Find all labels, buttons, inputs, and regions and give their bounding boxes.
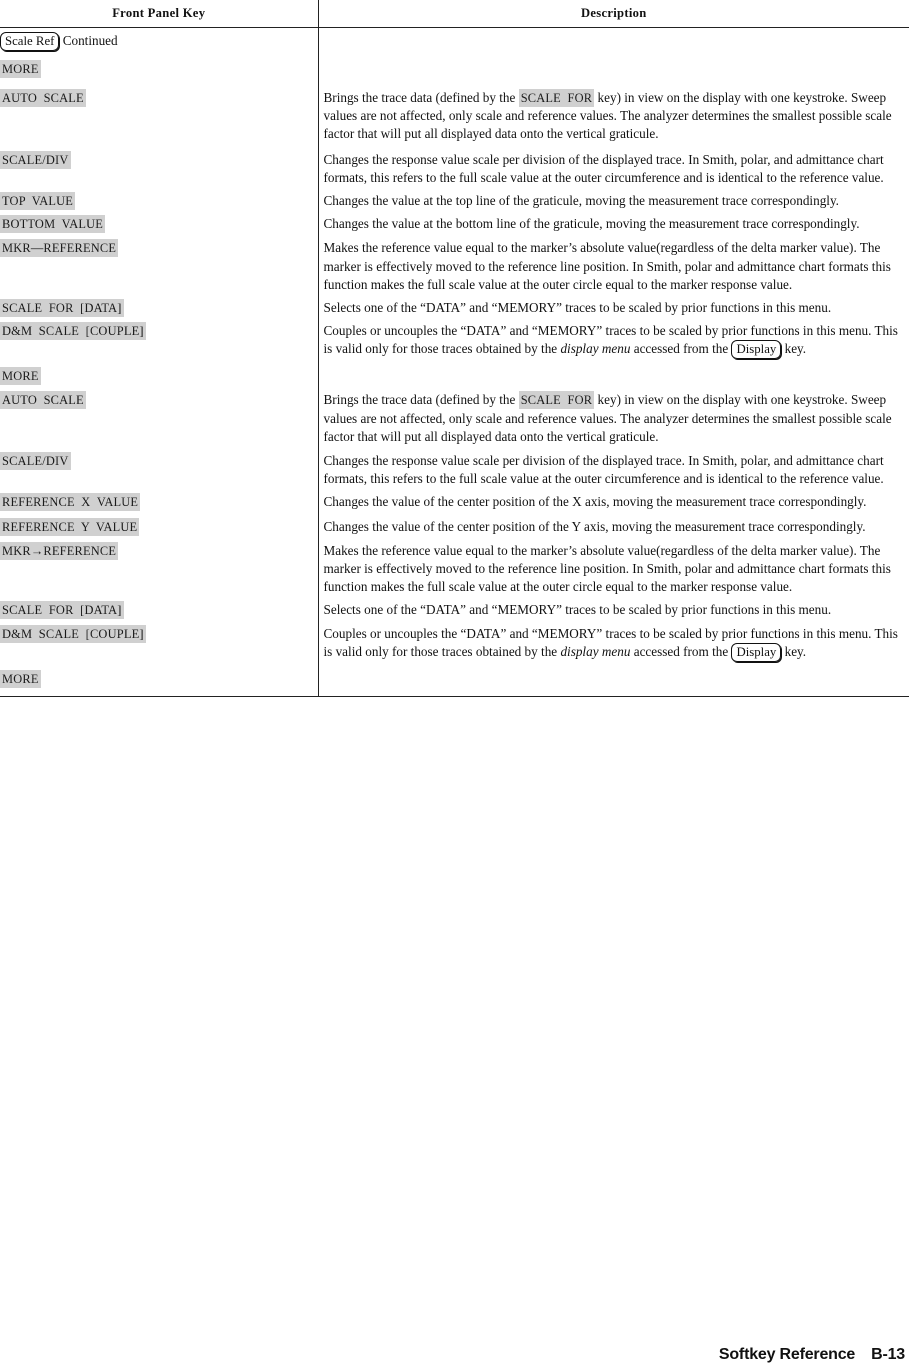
description-cell [318, 668, 909, 697]
footer-section-title: Softkey Reference [718, 1346, 856, 1363]
description-text: accessed from the [633, 643, 729, 659]
table-row [0, 151, 909, 192]
key-cell [0, 493, 318, 517]
description-text: Changes the value at the top line of the graticule, moving the measurement trace correspondingly. [323, 193, 839, 209]
key-cell [0, 625, 318, 668]
key-cell [0, 88, 318, 151]
description-cell [318, 601, 909, 624]
table-row [0, 493, 909, 517]
display-menu-emphasis: display menu [560, 643, 631, 659]
display-hardkey[interactable]: Display [731, 643, 781, 662]
table-row [0, 542, 909, 602]
key-cell [0, 322, 318, 365]
more-softkey[interactable]: MORE [2, 671, 39, 686]
column-header-description: Description [318, 0, 909, 28]
key-cell [0, 601, 318, 624]
description-cell [318, 322, 909, 365]
key-cell [0, 542, 318, 602]
table-row [0, 518, 909, 542]
table-row [0, 322, 909, 365]
table-row [0, 625, 909, 668]
bottom-value-softkey[interactable]: BOTTOM VALUE [2, 217, 104, 232]
description-text: Selects one of the “DATA” and “MEMORY” traces to be scaled by prior functions in this menu. [323, 300, 832, 316]
key-cell [0, 28, 318, 60]
dm-scale-couple-softkey[interactable]: D&M SCALE [COUPLE] [2, 324, 144, 339]
scale-div-softkey[interactable]: SCALE/DIV [2, 454, 69, 469]
description-cell [318, 59, 909, 88]
table-row [0, 59, 909, 88]
table-row [0, 239, 909, 299]
description-text: Changes the value of the center position of the Y axis, moving the measurement trace correspondingly. [323, 518, 866, 534]
description-cell [318, 88, 909, 151]
more-softkey[interactable]: MORE [2, 369, 39, 384]
description-text: key) in view on the display with one keystroke. Sweep values are not affected, only scale and reference values. The analyzer determines the smallest possible scale factor that will put all displayed data onto the vertical graticule. [323, 392, 892, 444]
description-text: key. [784, 643, 807, 659]
display-menu-emphasis: display menu [560, 341, 631, 357]
description-text: Couples or uncouples the “DATA” and “MEMORY” traces to be scaled by prior functions in this menu. This is valid only for those traces obtained by the [323, 323, 898, 357]
description-text: accessed from the [633, 341, 729, 357]
description-text: Brings the trace data (defined by the [323, 392, 516, 408]
description-text: Brings the trace data (defined by the [323, 90, 516, 105]
scale-div-softkey[interactable]: SCALE/DIV [2, 152, 69, 167]
table-row [0, 299, 909, 322]
scale-for-data-softkey[interactable]: SCALE FOR [DATA] [2, 603, 122, 618]
description-text: Changes the response value scale per division of the displayed trace. In Smith, polar, and admittance chart formats, this refers to the full scale value at the outer circumference and is identical to the reference value. [323, 151, 884, 185]
description-cell [318, 28, 909, 60]
scale-for-data-softkey[interactable]: SCALE FOR [DATA] [2, 301, 122, 316]
description-cell [318, 625, 909, 668]
table-row [0, 192, 909, 215]
key-cell [0, 391, 318, 452]
description-cell [318, 391, 909, 452]
table-row [0, 391, 909, 452]
key-cell [0, 668, 318, 697]
description-text: Makes the reference value equal to the marker’s absolute value(regardless of the delta marker value). The marker is effectively moved to the reference line position. In Smith, polar and admittance chart formats this function makes the full scale value at the outer circle equal to the marker response value. [323, 240, 891, 292]
scale-ref-hardkey[interactable]: Scale Ref [0, 32, 59, 51]
table-row [0, 28, 909, 60]
description-text: Changes the value at the bottom line of the graticule, moving the measurement trace correspondingly. [323, 216, 860, 232]
scale-for-softkey-ref: SCALE FOR [520, 91, 593, 105]
description-cell [318, 299, 909, 322]
key-cell [0, 215, 318, 239]
page-number: B-13 [871, 1346, 905, 1363]
description-cell [318, 518, 909, 542]
display-hardkey[interactable]: Display [731, 340, 781, 359]
scale-for-softkey-ref: SCALE FOR [520, 393, 593, 408]
key-cell [0, 452, 318, 493]
top-value-softkey[interactable]: TOP VALUE [2, 194, 74, 209]
continued-label: Continued [62, 33, 118, 48]
mkr-reference-softkey[interactable]: MKR→REFERENCE [2, 543, 117, 558]
key-cell [0, 151, 318, 192]
description-text: Selects one of the “DATA” and “MEMORY” traces to be scaled by prior functions in this menu. [323, 602, 832, 618]
description-text: Changes the value of the center position of the X axis, moving the measurement trace correspondingly. [323, 494, 867, 510]
table-row [0, 88, 909, 151]
table-row [0, 215, 909, 239]
auto-scale-softkey[interactable]: AUTO SCALE [2, 393, 84, 408]
column-header-front-panel-key: Front Panel Key [0, 0, 318, 28]
table-row [0, 601, 909, 624]
reference-y-value-softkey[interactable]: REFERENCE Y VALUE [2, 519, 138, 534]
page-footer [719, 1345, 905, 1365]
key-cell [0, 59, 318, 88]
mkr-reference-softkey[interactable]: MKR—REFERENCE [2, 241, 117, 256]
key-cell [0, 239, 318, 299]
reference-x-value-softkey[interactable]: REFERENCE X VALUE [2, 495, 139, 510]
description-cell [318, 151, 909, 192]
description-cell [318, 192, 909, 215]
auto-scale-softkey[interactable]: AUTO SCALE [2, 91, 84, 105]
dm-scale-couple-softkey[interactable]: D&M SCALE [COUPLE] [2, 626, 144, 641]
description-text: Makes the reference value equal to the marker’s absolute value(regardless of the delta marker value). The marker is effectively moved to the reference line position. In Smith, polar and admittance chart formats this function makes the full scale value at the outer circle equal to the marker response value. [323, 542, 891, 595]
description-cell [318, 452, 909, 493]
description-cell [318, 493, 909, 517]
table-row [0, 452, 909, 493]
key-cell [0, 518, 318, 542]
key-cell [0, 299, 318, 322]
table-row [0, 668, 909, 697]
description-text: Couples or uncouples the “DATA” and “MEMORY” traces to be scaled by prior functions in this menu. This is valid only for those traces obtained by the [323, 625, 898, 659]
key-cell [0, 192, 318, 215]
description-cell [318, 239, 909, 299]
description-cell [318, 542, 909, 602]
table-row [0, 365, 909, 391]
key-cell [0, 365, 318, 391]
description-text: key. [784, 341, 807, 357]
description-cell [318, 215, 909, 239]
description-text: key) in view on the display with one keystroke. Sweep values are not affected, only scale and reference values. The analyzer determines the smallest possible scale factor that will put all displayed data onto the vertical graticule. [323, 90, 892, 142]
table-header-row [0, 0, 909, 28]
more-softkey[interactable]: MORE [2, 62, 39, 76]
description-cell [318, 365, 909, 391]
description-text: Changes the response value scale per division of the displayed trace. In Smith, polar, and admittance chart formats, this refers to the full scale value at the outer circumference and is identical to the reference value. [323, 453, 884, 487]
